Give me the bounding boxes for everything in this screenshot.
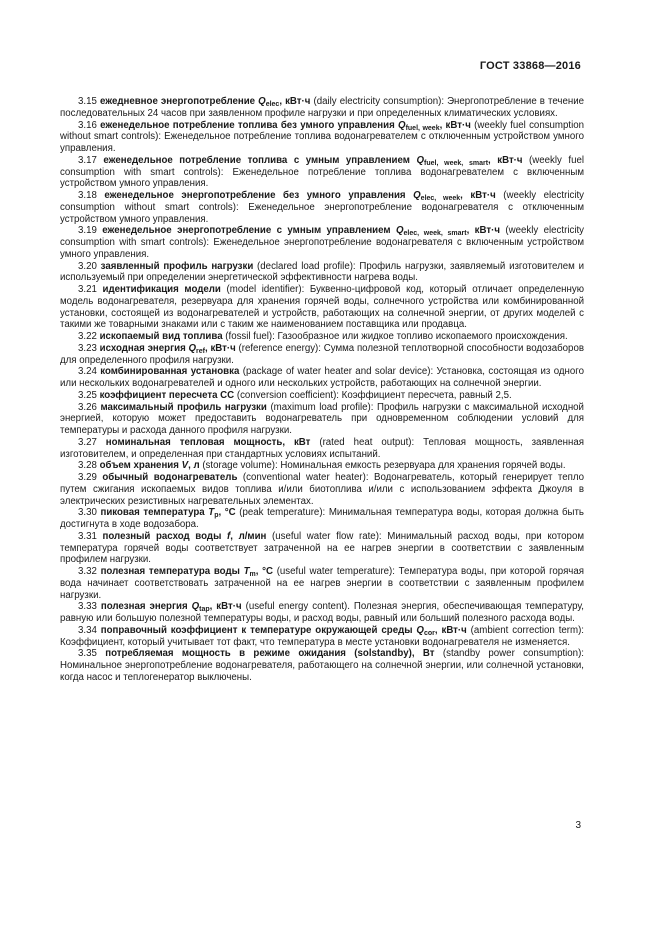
clause-number: 3.28 bbox=[78, 460, 97, 472]
term-symbol-subscript: elec, week, smart bbox=[403, 230, 467, 238]
definition-paragraph bbox=[60, 190, 584, 225]
clause-number: 3.15 bbox=[78, 96, 97, 107]
definition-paragraph bbox=[60, 366, 584, 390]
definition-text: (package of water heater and solar device): Установка, состоящая из одного или нескольких водонагревателей и одного или нескольких устройств, работающих на солнечной энергии. bbox=[60, 366, 584, 389]
definition-paragraph bbox=[60, 601, 584, 625]
term-symbol: Q bbox=[188, 342, 197, 354]
term-unit: , кВт·ч bbox=[279, 96, 311, 107]
term bbox=[100, 343, 236, 354]
clause-number: 3.31 bbox=[78, 530, 97, 542]
clause-number: 3.22 bbox=[78, 331, 97, 342]
term-symbol-subscript: p bbox=[214, 512, 219, 520]
definition-paragraph bbox=[60, 284, 584, 331]
definition-text: (storage volume): Номинальная емкость резервуара для хранения горячей воды. bbox=[199, 460, 566, 472]
definition-text: (fossil fuel): Газообразное или жидкое топливо ископаемого происхождения. bbox=[222, 331, 568, 342]
term-symbol-subscript: ref bbox=[196, 347, 205, 355]
definition-paragraph bbox=[60, 472, 584, 507]
clause-number: 3.23 bbox=[78, 342, 97, 354]
definition-text: (useful water temperature): Температура воды, при которой горячая вода начинает соответствовать затраченной на ее нагрев энергии в соответствии с заявленным профилем нагрузки. bbox=[60, 566, 584, 601]
term-name: номинальная тепловая мощность, кВт bbox=[105, 436, 311, 448]
term-symbol: f bbox=[227, 530, 231, 542]
document-header: ГОСТ 33868—2016 bbox=[479, 60, 581, 72]
definition-paragraph bbox=[60, 460, 584, 472]
definition-paragraph bbox=[60, 531, 584, 566]
definition-text: (maximum load profile): Профиль нагрузки с максимальной исходной энергией, которую может предоставить водонагреватель при одновременном соблюдении условий для температуры и расхода данного профиля нагрузки. bbox=[60, 401, 584, 436]
term bbox=[106, 437, 311, 448]
definition-text: (useful water flow rate): Минимальный расход воды, при котором температура горячей воды соответствует затраченной на ее нагрев энергии в соответствии с заявленным профилем нагрузки. bbox=[60, 530, 584, 566]
definition-text: (model identifier): Буквенно-цифровой код, который отличает определенную модель водонагревателя, резервуара для хранения горячей воды, солнечного устройства или комбинированной установки, состоящей из водонагревателей и устройств, работающих на солнечной энергии, от других моделей с такими же товарными знаками или с таким же наименованием поставщика или продавца. bbox=[60, 284, 584, 331]
clause-number: 3.32 bbox=[78, 566, 97, 577]
definition-text: (declared load profile): Профиль нагрузки, заявляемый изготовителем и используемый при определении энергетической эффективности нагрева воды. bbox=[60, 260, 584, 284]
clause-number: 3.17 bbox=[78, 154, 97, 166]
clause-number: 3.19 bbox=[78, 225, 97, 237]
definition-text: (standby power consumption): Номинальное энергопотребление водонагревателя, работающего на солнечной энергии, или солнечной установки, когда насос и теплогенератор выключены. bbox=[60, 648, 584, 683]
term-name: поправочный коэффициент к температуре окружающей среды bbox=[100, 624, 417, 636]
term-name: объем хранения bbox=[99, 460, 182, 472]
term bbox=[102, 225, 500, 236]
term-symbol: Q bbox=[258, 96, 266, 107]
term-unit: , л/мин bbox=[230, 530, 267, 542]
term bbox=[103, 531, 267, 542]
term-name: коэффициент пересчета СС bbox=[99, 389, 235, 401]
term bbox=[101, 625, 467, 636]
term-symbol: Q bbox=[191, 601, 200, 613]
term-name: еженедельное потребление топлива с умным управлением bbox=[103, 154, 417, 166]
term-unit: , кВт·ч bbox=[209, 601, 242, 613]
term-symbol-subscript: fuel, week, smart bbox=[424, 159, 489, 167]
page-number: 3 bbox=[575, 820, 581, 831]
term-symbol: Q bbox=[416, 154, 424, 166]
clause-number: 3.20 bbox=[78, 260, 97, 272]
definition-paragraph bbox=[60, 331, 584, 343]
term bbox=[100, 402, 266, 413]
term-symbol: V bbox=[181, 460, 189, 472]
term-symbol: Q bbox=[395, 225, 404, 237]
document-body bbox=[60, 96, 584, 684]
definition-text: (useful energy content). Полезная энергия, обеспечивающая температуру, равную или большую полезной температуры воды, и расход воды, равный или больший полезного расхода воды. bbox=[60, 601, 584, 624]
term-symbol-subscript: tap bbox=[199, 606, 210, 614]
definition-text: (weekly fuel consumption without smart controls): Еженедельное потребление топлива водонагревателем с отключенным устройством умного управления. bbox=[60, 119, 585, 154]
definition-text: (weekly electricity consumption with smart controls): Еженедельное энергопотребление водонагревателя с включенным устройством умного управления. bbox=[60, 225, 585, 260]
term-symbol: Q bbox=[398, 119, 406, 131]
clause-number: 3.25 bbox=[78, 389, 97, 401]
term-name: еженедельное энергопотребление с умным управлением bbox=[102, 225, 396, 237]
definition-text: (rated heat output): Тепловая мощность, заявленная изготовителем, и определенная при стандартных условиях испытаний. bbox=[60, 436, 584, 460]
clause-number: 3.30 bbox=[78, 507, 97, 519]
term-unit: , кВт·ч bbox=[488, 154, 523, 166]
term-unit: , л bbox=[188, 460, 200, 472]
clause-number: 3.24 bbox=[78, 366, 97, 378]
clause-number: 3.21 bbox=[78, 284, 97, 295]
term bbox=[100, 460, 200, 471]
term-name: комбинированная установка bbox=[100, 366, 240, 378]
term bbox=[103, 155, 522, 166]
term bbox=[100, 507, 235, 518]
clause-number: 3.27 bbox=[78, 436, 97, 448]
term-unit: , °C bbox=[255, 566, 273, 577]
definition-text: (ambient correction term): Коэффициент, который учитывает тот факт, что температура в месте установки водонагревателя не изменяется. bbox=[60, 624, 584, 648]
term bbox=[101, 601, 242, 612]
term-symbol-subscript: cor bbox=[423, 629, 435, 637]
clause-number: 3.16 bbox=[78, 119, 97, 131]
term-name: заявленный профиль нагрузки bbox=[100, 260, 254, 272]
term-name: еженедельное потребление топлива без умного управления bbox=[100, 119, 399, 131]
term bbox=[100, 366, 239, 377]
term-name: ежедневное энергопотребление bbox=[99, 96, 259, 107]
definition-paragraph bbox=[60, 155, 584, 190]
term-name: исходная энергия bbox=[99, 342, 189, 354]
term-name: идентификация модели bbox=[102, 284, 221, 295]
definition-paragraph bbox=[60, 648, 584, 683]
definition-paragraph bbox=[60, 566, 584, 601]
definition-text: (conversion coefficient): Коэффициент пересчета, равный 2,5. bbox=[234, 389, 512, 401]
definition-paragraph bbox=[60, 402, 584, 437]
term-unit: , кВт·ч bbox=[460, 190, 496, 201]
term bbox=[101, 261, 254, 272]
definition-paragraph bbox=[60, 437, 584, 461]
term-unit: , кВт·ч bbox=[434, 624, 467, 636]
term-name: полезная температура воды bbox=[100, 566, 244, 577]
term-unit: , кВт·ч bbox=[439, 119, 471, 131]
term bbox=[103, 284, 221, 295]
term-symbol-subscript: m bbox=[249, 571, 256, 578]
clause-number: 3.34 bbox=[78, 624, 97, 636]
definition-paragraph bbox=[60, 390, 584, 402]
term-symbol-subscript: elec bbox=[265, 101, 280, 108]
term-name: ископаемый вид топлива bbox=[99, 331, 223, 342]
term-name: полезная энергия bbox=[100, 601, 192, 613]
term-symbol: Q bbox=[413, 190, 421, 201]
term-name: максимальный профиль нагрузки bbox=[100, 401, 267, 413]
term bbox=[105, 648, 434, 659]
definition-text: (peak temperature): Минимальная температура воды, которая должна быть достигнута в ходе водозабора. bbox=[60, 507, 584, 530]
clause-number: 3.29 bbox=[78, 472, 97, 483]
clause-number: 3.18 bbox=[78, 190, 97, 201]
term-symbol: T bbox=[243, 566, 250, 577]
term-unit: , кВт·ч bbox=[466, 225, 500, 237]
term-name: еженедельное энергопотребление без умного управления bbox=[104, 190, 414, 201]
term-symbol-subscript: fuel, week bbox=[405, 124, 440, 132]
definition-paragraph bbox=[60, 96, 584, 120]
definition-paragraph bbox=[60, 225, 584, 260]
term bbox=[102, 472, 237, 483]
definition-paragraph bbox=[60, 625, 584, 649]
definition-text: (daily electricity consumption): Энергопотребление в течение последовательных 24 часов при заявленном профиле нагрузки и при определенных климатических условиях. bbox=[60, 96, 585, 119]
clause-number: 3.33 bbox=[78, 601, 97, 613]
term-symbol: Q bbox=[416, 624, 424, 636]
clause-number: 3.35 bbox=[78, 648, 97, 660]
clause-number: 3.26 bbox=[78, 401, 97, 413]
term bbox=[100, 96, 310, 107]
term bbox=[104, 190, 495, 201]
term-symbol: T bbox=[208, 507, 215, 519]
term-unit: , кВт·ч bbox=[205, 342, 236, 354]
definition-paragraph bbox=[60, 261, 584, 285]
definition-text: (conventional water heater): Водонагреватель, который генерирует тепло путем сжигания ископаемых видов топлива и/или биотоплива и/или с использованием эффекта Джоуля в электрических резистивных нагревательных элементах. bbox=[60, 472, 584, 507]
definition-text: (weekly electricity consumption without smart controls): Еженедельное энергопотребление водонагревателя с отключенным устройством умного управления. bbox=[60, 190, 585, 225]
term bbox=[100, 390, 235, 401]
term-name: пиковая температура bbox=[100, 507, 209, 519]
definition-paragraph bbox=[60, 507, 584, 531]
definition-text: (weekly fuel consumption with smart controls): Еженедельное потребление топлива водонагревателем с включенным устройством умного управления. bbox=[60, 154, 585, 190]
term-name: потребляемая мощность в режиме ожидания (solstandby), Вт bbox=[105, 648, 435, 660]
definition-paragraph bbox=[60, 120, 584, 155]
definition-text: (reference energy): Сумма полезной теплотворной способности водозаборов для определенного профиля нагрузки. bbox=[60, 342, 584, 366]
definition-paragraph bbox=[60, 343, 584, 367]
term-unit: , °C bbox=[218, 507, 236, 519]
term-name: полезный расход воды bbox=[102, 530, 227, 542]
term bbox=[100, 120, 471, 131]
term-symbol-subscript: elec, week bbox=[420, 195, 461, 202]
term-name: обычный водонагреватель bbox=[102, 472, 238, 483]
term bbox=[101, 566, 273, 577]
term bbox=[100, 331, 223, 342]
